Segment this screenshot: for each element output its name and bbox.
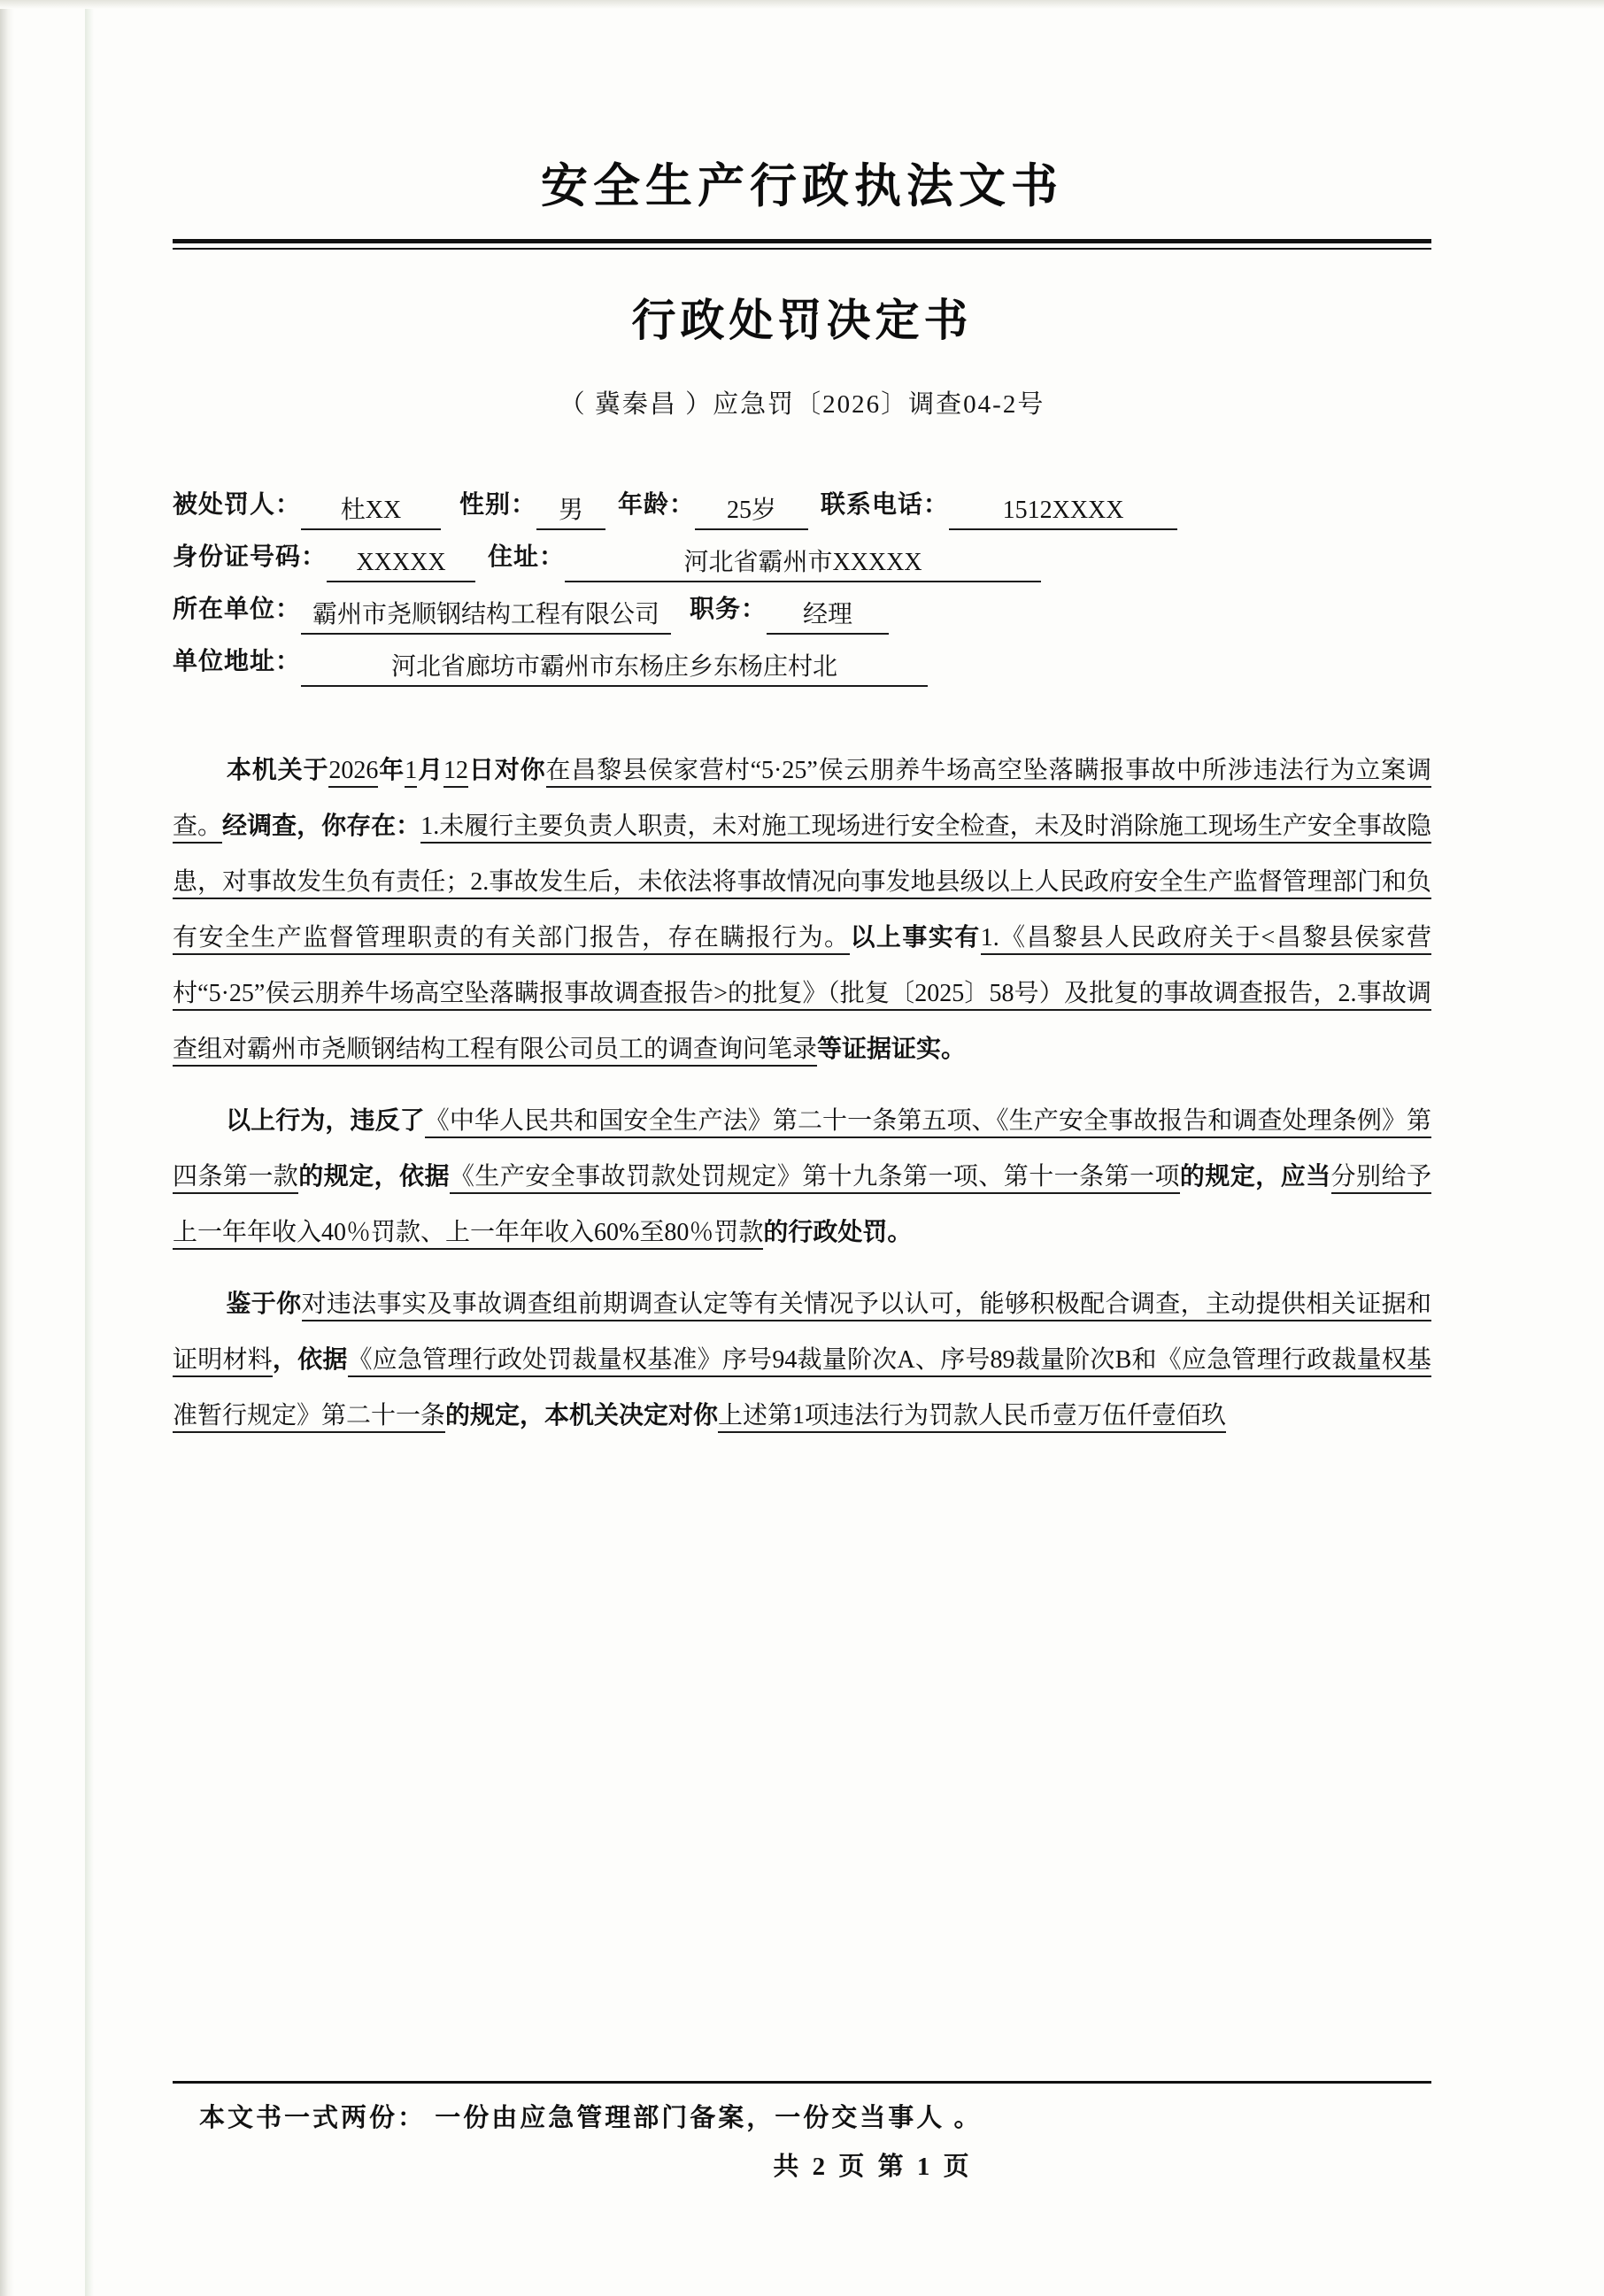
party-row-id-address	[173, 531, 1431, 583]
party-unit-address-label: 单位地址：	[173, 648, 302, 675]
party-age-label: 年龄：	[618, 491, 696, 519]
party-unit-value: 霸州市尧顺钢结构工程有限公司	[301, 597, 671, 635]
p3-discretion: 《应急管理行政处罚裁量权基准》序号94裁量阶次A、序号89裁量阶次B和《应急管理行政裁量权基准暂行规定》第二十一条	[173, 1346, 1431, 1433]
p3-lead: 鉴于你	[226, 1291, 302, 1318]
p2-violated: 《中华人民共和国安全生产法》第二十一条第五项、《生产安全事故报告和调查处理条例》第四条第一款	[173, 1107, 1431, 1194]
p3-consider: 对违法事实及事故调查组前期调查认定等有关情况予以认可，能够积极配合调查，主动提供相关证据和证明材料	[173, 1291, 1431, 1377]
paragraph-violation	[173, 1093, 1431, 1260]
title-divider	[173, 239, 1431, 250]
footer-page-number: 共 2 页 第 1 页	[773, 2153, 973, 2181]
p1-case-text: 在昌黎县侯家营村“5·25”侯云朋养牛场高空坠落瞒报事故中所涉违法行为立案调查。	[173, 757, 1431, 844]
party-post-label: 职务：	[690, 596, 767, 623]
p2-penalty: 分别给予上一年年收入40％罚款、上一年年收入60%至80％罚款	[173, 1163, 1431, 1250]
p1-mid: 经调查，你存在：	[222, 813, 421, 840]
p1-evidence-tail: 等证据证实。	[817, 1036, 967, 1063]
p2-basis: 《生产安全事故罚款处罚规定》第十九条第一项、第十一条第一项	[450, 1163, 1180, 1194]
p1-year-unit: 年	[378, 757, 405, 784]
party-unit-label: 所在单位：	[173, 596, 302, 623]
p1-evidence-lead: 以上事实有	[850, 924, 981, 952]
party-name-label: 被处罚人：	[173, 491, 302, 519]
p2-tail: 的行政处罚。	[763, 1219, 913, 1246]
party-phone-value: 1512XXXX	[949, 493, 1177, 530]
party-address-label: 住址：	[488, 543, 566, 571]
document-subtitle: 行政处罚决定书	[631, 294, 973, 346]
paragraph-investigation	[173, 743, 1431, 1077]
document-title: 安全生产行政执法文书	[541, 158, 1063, 213]
p3-mid1: ，依据	[272, 1346, 348, 1374]
p3-mid2: 的规定，本机关决定对你	[445, 1402, 719, 1429]
p1-evidence: 1.《昌黎县人民政府关于<昌黎县侯家营村“5·25”侯云朋养牛场高空坠落瞒报事故调查报告>的批复》（批复〔2025〕58号）及批复的事故调查报告，2.事故调查组对霸州市尧顺钢结构工程有限公司员工的调查询问笔录	[173, 924, 1431, 1067]
p1-month-unit: 月	[417, 757, 443, 784]
p1-day: 12	[443, 757, 468, 788]
party-post-value: 经理	[767, 597, 889, 635]
party-row-unit-address	[173, 636, 1431, 688]
page-footer	[173, 2081, 1431, 2183]
party-sex-label: 性别：	[459, 491, 537, 519]
p1-facts: 1.未履行主要负责人职责，未对施工现场进行安全检查，未及时消除施工现场生产安全事故隐患，对事故发生负有责任；2.事故发生后，未依法将事故情况向事发地县级以上人民政府安全生产监督管理部门和负有安全生产监督管理职责的有关部门报告，存在瞒报行为。	[173, 813, 1431, 955]
paragraph-discretion	[173, 1276, 1431, 1444]
party-name-value: 杜XX	[301, 493, 441, 530]
party-address-value: 河北省霸州市XXXXX	[565, 545, 1041, 582]
p2-mid1: 的规定，依据	[298, 1163, 450, 1190]
p1-year: 2026	[328, 757, 378, 788]
p1-month: 1	[405, 757, 417, 788]
party-phone-label: 联系电话：	[821, 491, 950, 519]
document-body	[173, 743, 1431, 1444]
p3-decision: 上述第1项违法行为罚款人民币壹万伍仟壹佰玖	[718, 1402, 1226, 1433]
party-id-label: 身份证号码：	[173, 543, 328, 571]
document-number: （ 冀秦昌 ）应急罚〔2026〕调查04-2号	[559, 390, 1045, 419]
party-sex-value: 男	[536, 493, 605, 530]
footer-divider	[173, 2081, 1431, 2084]
party-information-block	[173, 479, 1431, 688]
p2-lead: 以上行为，违反了	[226, 1107, 425, 1135]
party-unit-address-value: 河北省廊坊市霸州市东杨庄乡东杨庄村北	[301, 650, 928, 687]
party-row-unit	[173, 583, 1431, 636]
party-age-value: 25岁	[695, 493, 808, 530]
p1-lead: 本机关于	[226, 757, 329, 784]
p2-mid2: 的规定，应当	[1179, 1163, 1331, 1190]
party-row-identity	[173, 479, 1431, 531]
p1-day-unit: 日对你	[467, 757, 546, 784]
party-id-value: XXXXX	[327, 545, 475, 582]
footer-note: 本文书一式两份： 一份由应急管理部门备案，一份交当事人 。	[199, 2104, 983, 2132]
